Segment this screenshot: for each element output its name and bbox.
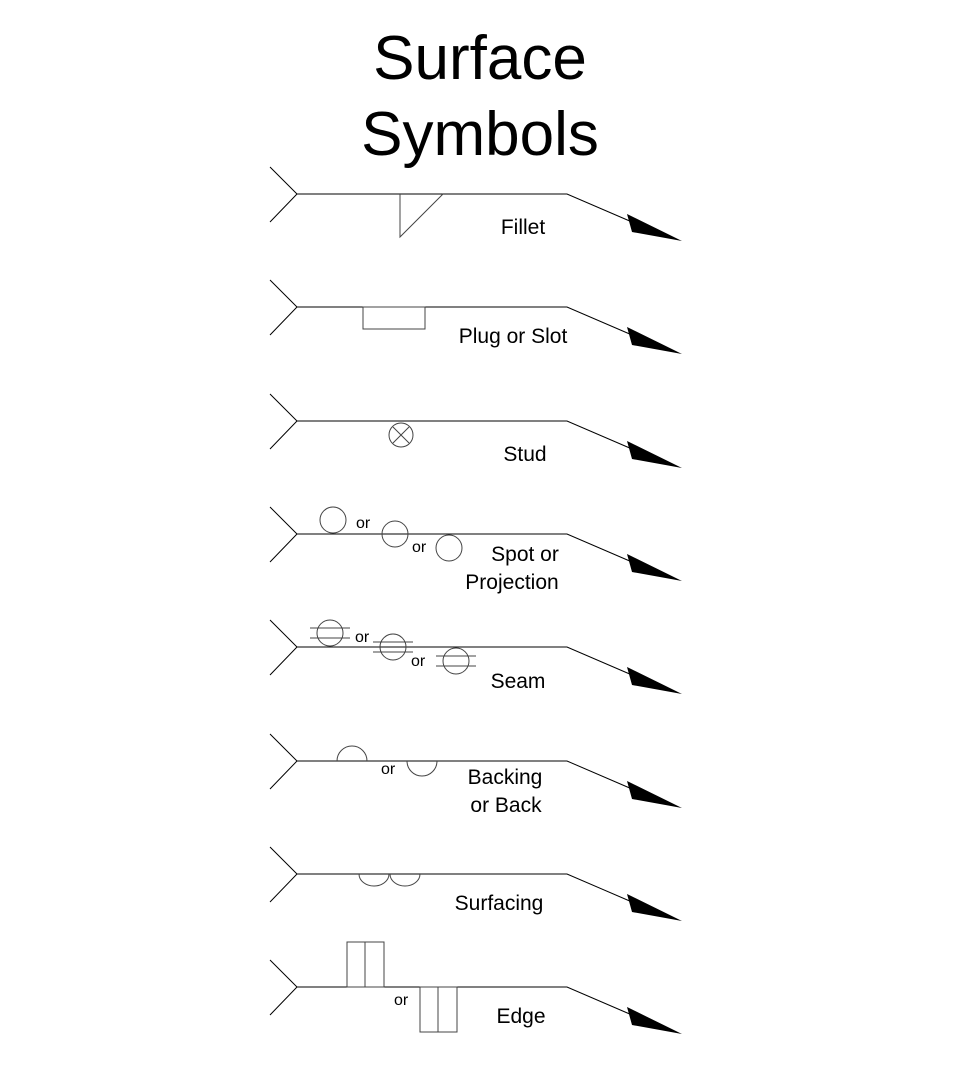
seam-symbol-other-side xyxy=(436,648,476,674)
reference-line xyxy=(270,960,682,1034)
edge-symbol-other-side xyxy=(420,987,457,1032)
or-text: or xyxy=(381,761,396,778)
backing-symbol-arrow-side xyxy=(337,746,367,761)
surfacing-symbol xyxy=(359,874,420,886)
symbol-row-backing-or-back xyxy=(270,734,682,817)
symbol-row-spot-or-projection xyxy=(270,507,682,594)
plug-slot-symbol xyxy=(363,307,425,329)
symbol-row-edge xyxy=(270,942,682,1034)
symbol-row-surfacing xyxy=(270,847,682,921)
symbol-row-seam xyxy=(270,620,682,694)
spot-symbol-other-side xyxy=(436,535,462,561)
fillet-symbol xyxy=(400,194,443,237)
backing-symbol-other-side xyxy=(407,761,437,776)
reference-line xyxy=(270,507,682,581)
reference-line xyxy=(270,394,682,468)
label-edge: Edge xyxy=(496,1005,546,1028)
or-text: or xyxy=(356,515,371,532)
label-fillet: Fillet xyxy=(500,216,546,239)
title-line-1: Surface xyxy=(373,24,587,93)
stud-symbol xyxy=(389,423,413,447)
label-spot-or-projection-line-1: Spot or xyxy=(491,543,559,566)
or-text: or xyxy=(355,629,370,646)
spot-symbol-arrow-side xyxy=(320,507,346,533)
reference-line xyxy=(270,620,682,694)
label-backing-or-back-line-1: Backing xyxy=(467,766,543,789)
label-spot-or-projection-line-2: Projection xyxy=(465,571,559,594)
label-backing-or-back-line-2: or Back xyxy=(470,794,542,817)
symbol-row-stud xyxy=(270,394,682,468)
label-stud: Stud xyxy=(503,443,547,466)
label-seam: Seam xyxy=(490,670,546,693)
or-text: or xyxy=(412,539,427,556)
symbol-row-plug-or-slot xyxy=(270,280,682,354)
label-plug-or-slot: Plug or Slot xyxy=(458,325,568,348)
seam-symbol-arrow-side xyxy=(310,620,350,646)
edge-symbol-arrow-side xyxy=(347,942,384,987)
label-surfacing: Surfacing xyxy=(454,892,544,915)
or-text: or xyxy=(394,992,409,1009)
or-text: or xyxy=(411,653,426,670)
reference-line xyxy=(270,167,682,241)
symbol-row-fillet xyxy=(270,167,682,241)
title-line-2: Symbols xyxy=(361,100,599,169)
